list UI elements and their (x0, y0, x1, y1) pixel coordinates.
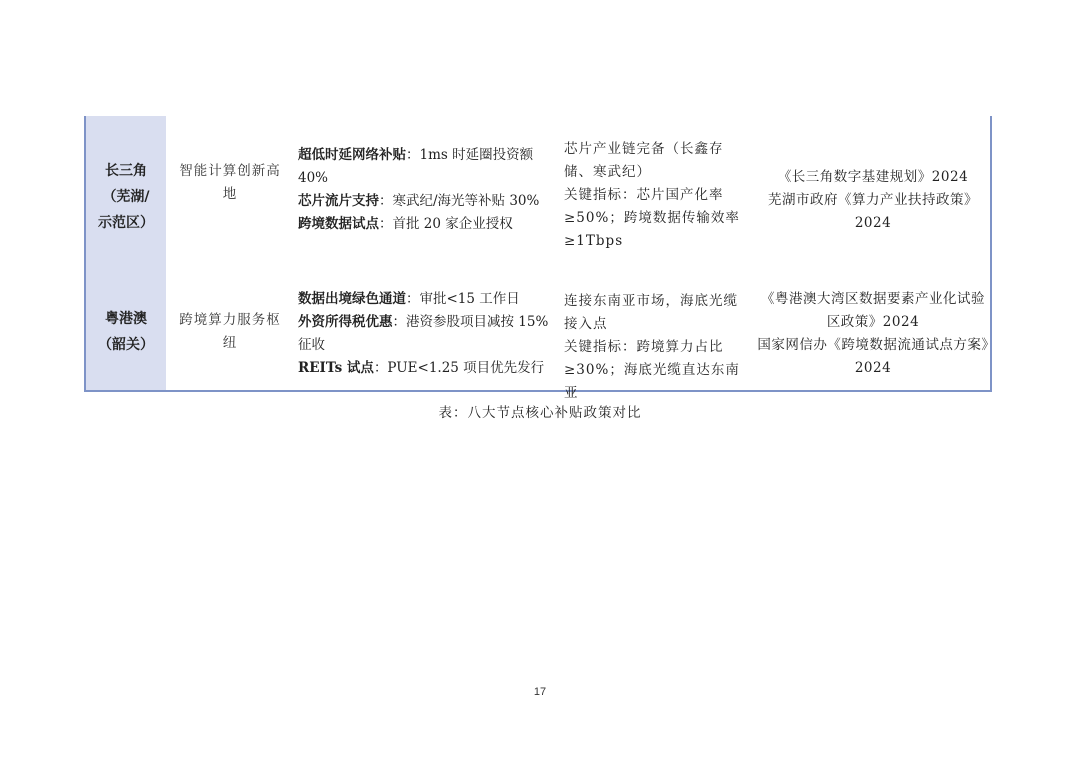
policy-text: ：审批<15 工作日 (406, 291, 520, 307)
table-row (86, 116, 990, 274)
source-line: 芜湖市政府《算力产业扶持政策》2024 (768, 192, 978, 231)
policy-label: 外资所得税优惠 (298, 314, 393, 330)
policy-item (298, 357, 552, 380)
region-line: （韶关） (98, 337, 154, 353)
policy-item (298, 288, 552, 311)
table-row (86, 274, 990, 401)
policy-text: ：寒武纪/海光等补贴 30% (379, 193, 540, 209)
table-caption: 表：八大节点核心补贴政策对比 (438, 405, 642, 421)
industry-line: 关键指标：跨境算力占比 ≥30%；海底光缆直达东南亚 (564, 339, 740, 401)
industry-line: 连接东南亚市场，海底光缆接入点 (564, 293, 738, 332)
page-number: 17 (533, 686, 547, 698)
policy-label: 数据出境绿色通道 (298, 291, 406, 307)
source-cell (756, 274, 990, 390)
region-line: 长三角 (105, 163, 147, 179)
policy-label: 芯片流片支持 (298, 193, 379, 209)
source-cell (756, 116, 990, 274)
policy-text: ：1ms 时延圈投资额 40% (298, 147, 534, 186)
industry-line: 芯片产业链完备（长鑫存储、寒武纪） (564, 141, 724, 180)
policy-label: 超低时延网络补贴 (298, 147, 406, 163)
region-line: （芜湖/ (102, 189, 150, 205)
policy-item (298, 190, 552, 213)
region-cell (86, 116, 166, 274)
industry-cell (560, 274, 756, 401)
policy-text: ：港资参股项目减按 15%征收 (298, 314, 549, 353)
region-line: 示范区） (98, 215, 154, 231)
source-line: 《长三角数字基建规划》2024 (777, 169, 969, 185)
policy-text: ：首批 20 家企业授权 (379, 216, 513, 232)
positioning-cell: 智能计算创新高地 (179, 163, 281, 202)
source-line: 国家网信办《跨境数据流通试点方案》2024 (757, 337, 989, 376)
policy-item (298, 144, 552, 190)
industry-line: 关键指标：芯片国产化率 ≥50%；跨境数据传输效率 ≥1Tbps (564, 187, 740, 249)
policy-cell (294, 274, 560, 390)
policy-label: REITs 试点 (298, 360, 374, 376)
industry-cell (560, 116, 756, 274)
region-line: 粤港澳 (105, 311, 147, 327)
source-line: 《粤港澳大湾区数据要素产业化试验区政策》2024 (761, 291, 985, 330)
region-cell (86, 274, 166, 390)
policy-cell (294, 116, 560, 274)
policy-item (298, 213, 552, 236)
policy-label: 跨境数据试点 (298, 216, 379, 232)
positioning-cell: 跨境算力服务枢纽 (179, 312, 281, 351)
policy-text: ：PUE<1.25 项目优先发行 (373, 360, 545, 376)
policy-item (298, 311, 552, 357)
policy-comparison-table (84, 116, 992, 401)
